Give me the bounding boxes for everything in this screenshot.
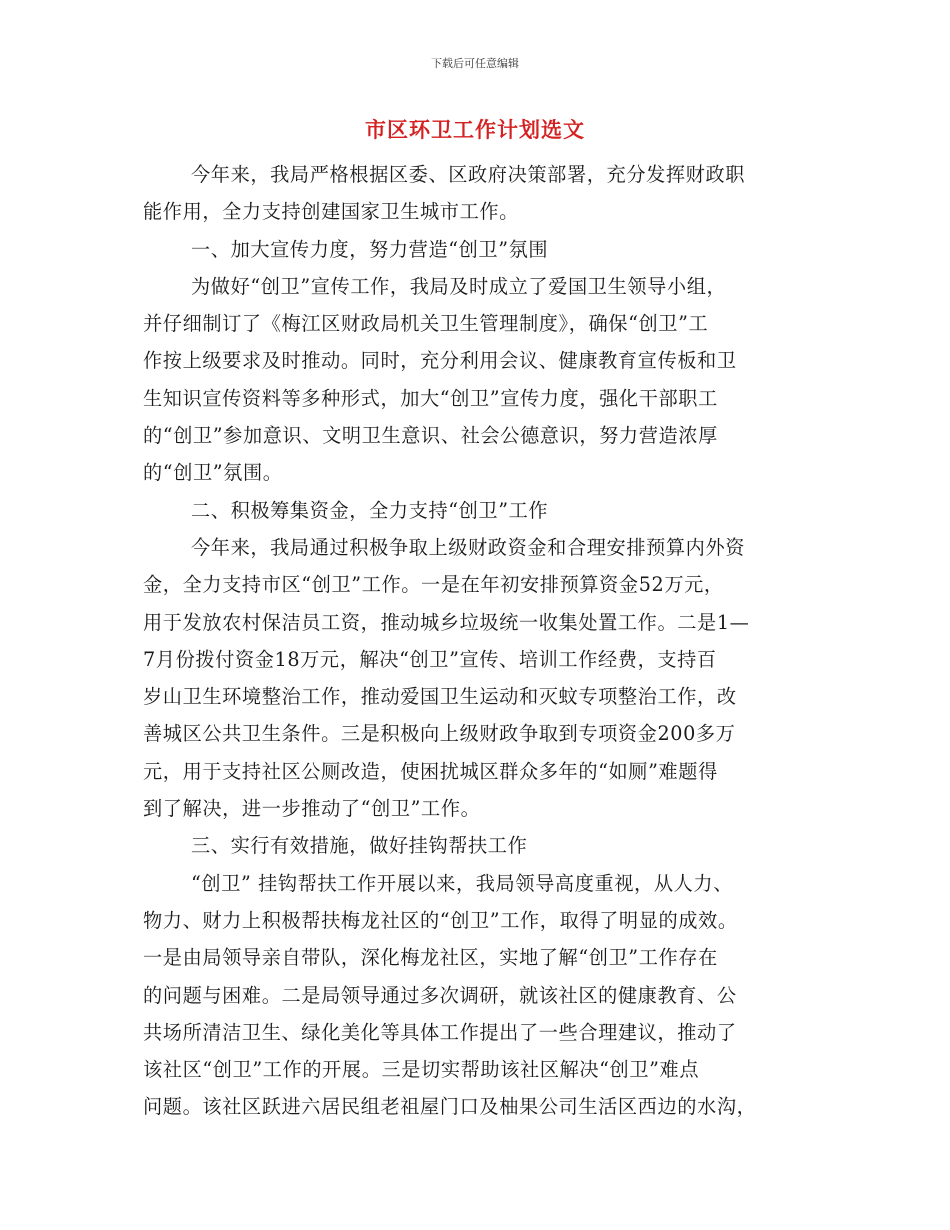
paragraph-line: 作按上级要求及时推动。同时，充分利用会议、健康教育宣传板和卫 xyxy=(143,349,737,373)
paragraph-line: 善城区公共卫生条件。三是积极向上级财政争取到专项资金200多万 xyxy=(143,722,736,746)
header-note: 下载后可任意编辑 xyxy=(431,57,519,70)
section-heading: 一、加大宣传力度，努力营造“创卫”氛围 xyxy=(191,237,549,261)
paragraph-line: 共场所清洁卫生、绿化美化等具体工作提出了一些合理建议，推动了 xyxy=(143,1020,737,1044)
paragraph-line: 岁山卫生环境整治工作，推动爱国卫生运动和灭蚊专项整治工作，改 xyxy=(143,685,737,709)
paragraph-line: 用于发放农村保洁员工资，推动城乡垃圾统一收集处置工作。二是1— xyxy=(143,610,750,634)
paragraph-line: 的“创卫”氛围。 xyxy=(143,461,283,485)
paragraph-line: 能作用，全力支持创建国家卫生城市工作。 xyxy=(143,200,519,224)
paragraph-line: 问题。该社区跃进六居民组老祖屋门口及柚果公司生活区西边的水沟， xyxy=(143,1095,757,1119)
paragraph-line: 金，全力支持市区“创卫”工作。一是在年初安排预算资金52万元， xyxy=(143,573,724,597)
paragraph-line: 今年来，我局通过积极争取上级财政资金和合理安排预算内外资 xyxy=(191,535,746,559)
paragraph-line: 生知识宣传资料等多种形式，加大“创卫”宣传力度，强化干部职工 xyxy=(143,386,718,410)
paragraph-line: 的问题与困难。二是局领导通过多次调研，就该社区的健康教育、公 xyxy=(143,983,737,1007)
section-heading: 三、实行有效措施，做好挂钩帮扶工作 xyxy=(191,834,528,858)
paragraph-line: 一是由局领导亲自带队，深化梅龙社区，实地了解“创卫”工作存在 xyxy=(143,946,718,970)
paragraph-line: 的“创卫”参加意识、文明卫生意识、社会公德意识，努力营造浓厚 xyxy=(143,424,718,448)
paragraph-line: 元，用于支持社区公厕改造，使困扰城区群众多年的“如厕”难题得 xyxy=(143,759,718,783)
document-body xyxy=(143,156,810,1126)
paragraph-line: 物力、财力上积极帮扶梅龙社区的“创卫”工作，取得了明显的成效。 xyxy=(143,908,738,932)
paragraph-line: 该社区“创卫”工作的开展。三是切实帮助该社区解决“创卫”难点 xyxy=(143,1058,700,1082)
paragraph-line: “创卫” 挂钩帮扶工作开展以来，我局领导高度重视，从人力、 xyxy=(191,871,733,895)
section-heading: 二、积极筹集资金，全力支持“创卫”工作 xyxy=(191,498,549,522)
paragraph-line: 并仔细制订了《梅江区财政局机关卫生管理制度》，确保“创卫”工 xyxy=(143,312,709,336)
paragraph-line: 7月份拨付资金18万元，解决“创卫”宣传、培训工作经费，支持百 xyxy=(143,647,717,671)
document-title: 市区环卫工作计划选文 xyxy=(365,117,585,142)
paragraph-line: 今年来，我局严格根据区委、区政府决策部署，充分发挥财政职 xyxy=(191,163,746,186)
paragraph-line: 到了解决，进一步推动了“创卫”工作。 xyxy=(143,797,481,821)
paragraph-line: 为做好“创卫”宣传工作，我局及时成立了爱国卫生领导小组， xyxy=(191,274,727,298)
